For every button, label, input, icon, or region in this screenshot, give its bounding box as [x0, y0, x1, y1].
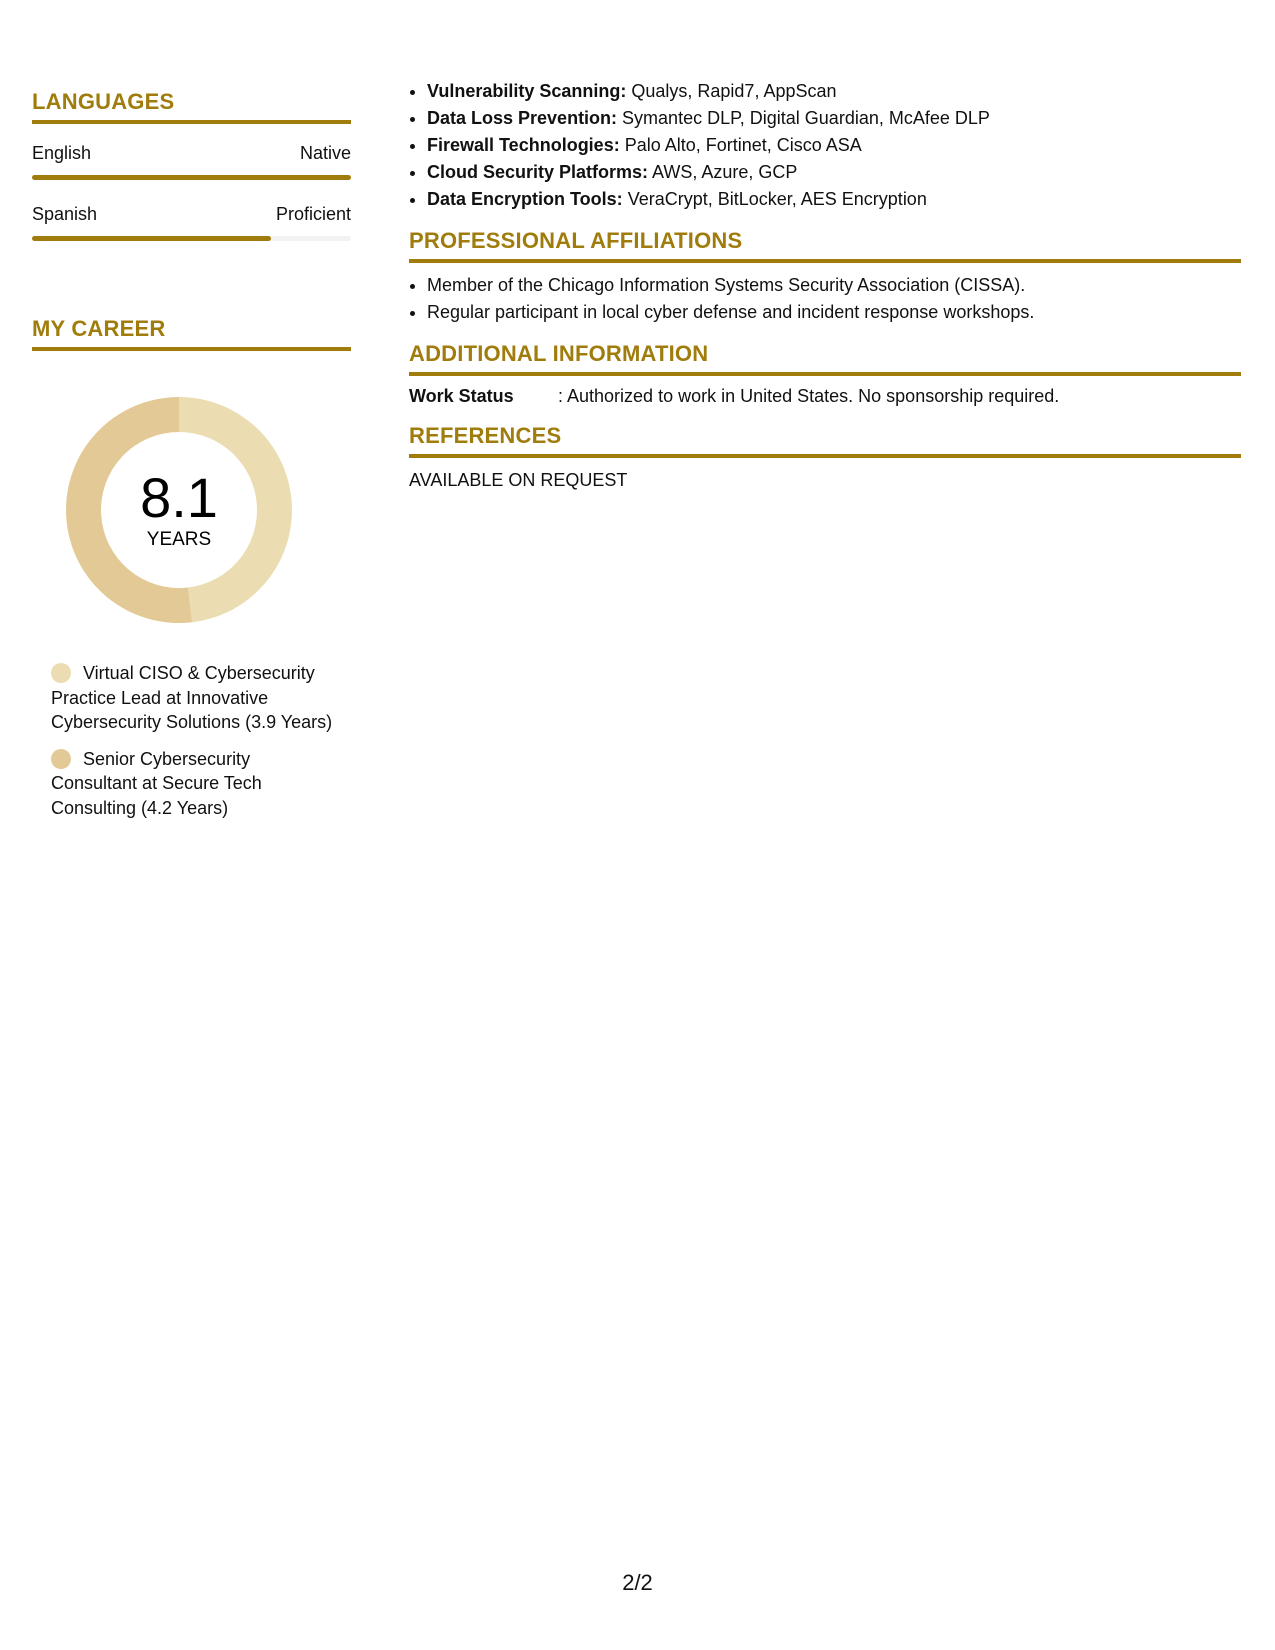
languages-heading: LANGUAGES	[32, 88, 351, 124]
skill-item	[427, 78, 1241, 105]
career-legend-item	[51, 747, 336, 821]
additional-info-section	[409, 340, 1241, 408]
skill-value: VeraCrypt, BitLocker, AES Encryption	[622, 189, 927, 209]
skill-item	[427, 159, 1241, 186]
career-total-value: 8.1	[140, 466, 218, 529]
skill-label: Cloud Security Platforms:	[427, 162, 649, 182]
affiliation-item: • Regular participant in local cyber defense and incident response workshops.	[427, 299, 1241, 326]
affiliations-list	[409, 272, 1241, 326]
left-column	[32, 88, 351, 820]
career-legend-label: Virtual CISO & Cybersecurity Practice Lead at Innovative Cybersecurity Solutions (3.9 Years)	[51, 663, 333, 732]
languages-section	[32, 88, 351, 241]
work-status-row	[409, 384, 1241, 408]
references-heading: REFERENCES	[409, 422, 1241, 458]
work-status-label: Work Status	[409, 386, 514, 406]
language-name: English	[32, 143, 92, 163]
language-proficiency-fill	[32, 236, 271, 241]
skill-label: Vulnerability Scanning:	[427, 81, 627, 101]
skill-value: Symantec DLP, Digital Guardian, McAfee DLP	[617, 108, 990, 128]
career-donut-chart	[66, 397, 292, 623]
skill-value: Palo Alto, Fortinet, Cisco ASA	[619, 135, 862, 155]
skill-label: Firewall Technologies:	[427, 135, 620, 155]
page-number: 2/2	[622, 1570, 653, 1595]
additional-info-heading: ADDITIONAL INFORMATION	[409, 340, 1241, 376]
career-section	[32, 315, 351, 820]
affiliations-heading: PROFESSIONAL AFFILIATIONS	[409, 227, 1241, 263]
career-total-unit: YEARS	[146, 529, 212, 550]
affiliation-item: • Member of the Chicago Information Systems Security Association (CISSA).	[427, 272, 1241, 299]
skill-value: AWS, Azure, GCP	[648, 162, 798, 182]
language-proficiency-bar	[32, 175, 351, 180]
affiliations-section	[409, 227, 1241, 326]
language-name: Spanish	[32, 204, 98, 224]
skill-item	[427, 105, 1241, 132]
language-level: Native	[299, 143, 351, 163]
career-legend-label: Senior Cybersecurity Consultant at Secure Tech Consulting (4.2 Years)	[51, 748, 262, 818]
language-level: Proficient	[275, 204, 351, 224]
work-status-value: : Authorized to work in United States. No sponsorship required.	[558, 386, 1060, 406]
skill-value: Qualys, Rapid7, AppScan	[626, 81, 837, 101]
career-legend	[51, 661, 336, 820]
skill-label: Data Loss Prevention:	[427, 108, 618, 128]
skills-list	[409, 78, 1241, 213]
skill-item	[427, 186, 1241, 213]
language-item	[32, 202, 351, 241]
references-text: AVAILABLE ON REQUEST	[409, 470, 628, 490]
skill-item	[427, 132, 1241, 159]
legend-dot-icon	[51, 663, 71, 683]
right-column	[409, 78, 1241, 492]
language-item	[32, 141, 351, 180]
language-proficiency-bar	[32, 236, 351, 241]
skill-label: Data Encryption Tools:	[427, 189, 623, 209]
legend-dot-icon	[51, 749, 71, 769]
career-legend-item	[51, 661, 336, 735]
language-proficiency-fill	[32, 175, 351, 180]
career-heading: MY CAREER	[32, 315, 351, 351]
references-section	[409, 422, 1241, 492]
